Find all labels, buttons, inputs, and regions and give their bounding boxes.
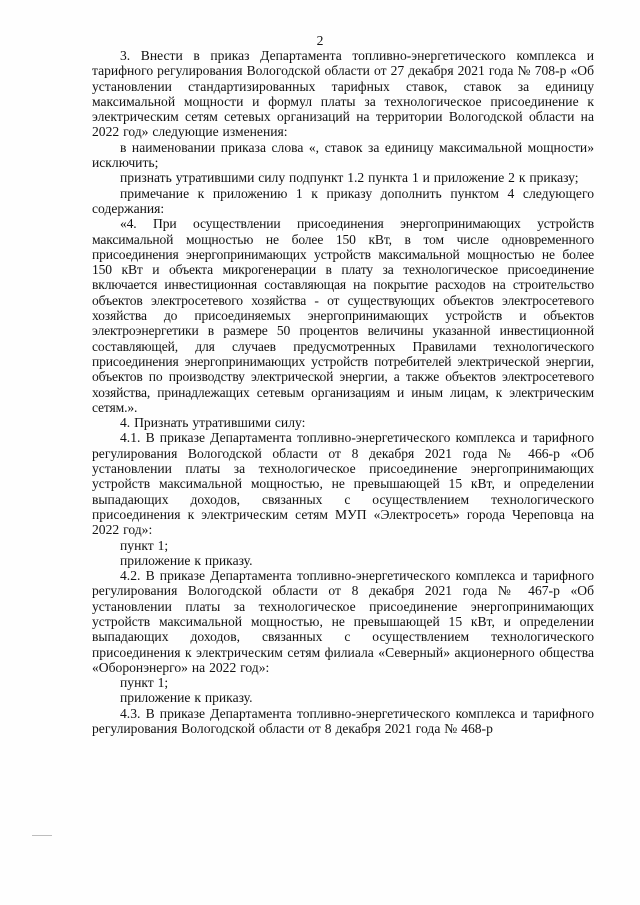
list-item-clause-1: пункт 1;: [120, 675, 169, 691]
list-item-appendix: приложение к приказу.: [120, 690, 253, 706]
paragraph-3-amend-order-708: 3. Внести в приказ Департамента топливно-энергетического комплекса и тарифного регулирования Вологодской области от 27 декабря 2021 года № 708-р «Об установлении стандартизированных тарифных ставок, ставок за единицу максимальной мощности и формул платы за технологическое присоединение к электрическим сетям сетевых организаций на территории Вологодской области на 2022 год» следующие изменения:: [92, 48, 594, 140]
paragraph-4-1-order-466: 4.1. В приказе Департамента топливно-энергетического комплекса и тарифного регулирования Вологодской области от 8 декабря 2021 года № 466-р «Об установлении платы за технологическое присоединение энергопринимающих устройств максимальной мощностью, не превышающей 15 кВт, и определении выпадающих доходов, связанных с осуществлением технологического присоединения к электрическим сетям МУП «Электросеть» города Череповца на 2022 год»:: [92, 430, 594, 538]
paragraph-4-3-order-468: 4.3. В приказе Департамента топливно-энергетического комплекса и тарифного регулирования Вологодской области от 8 декабря 2021 года № 468-р: [92, 705, 594, 737]
scan-artifact: [32, 835, 52, 836]
paragraph-quoted-item-4: «4. При осуществлении присоединения энергопринимающих устройств максимальной мощностью не более 150 кВт, в том числе одновременного присоединения энергопринимающих устройств максимальной мощностью не более 150 кВт и объекта микрогенерации в плату за технологическое присоединение включается инвестиционная составляющая на покрытие расходов на строительство объектов электросетевого хозяйства - от существующих объектов электросетевого хозяйства до присоединяемых энергопринимающих устройств и объектов электроэнергетики в размере 50 процентов величины указанной инвестиционной составляющей, для случаев предусмотренных Правилами технологического присоединения энергопринимающих устройств потребителей электрической энергии, объектов по производству электрической энергии, а также объектов электросетевого хозяйства, принадлежащих сетевым организациям и иным лицам, к электрическим сетям.».: [92, 216, 594, 415]
list-item-clause-1: пункт 1;: [120, 537, 169, 553]
document-body: [92, 48, 594, 736]
paragraph-repeal-subclause: признать утратившими силу подпункт 1.2 пункта 1 и приложение 2 к приказу;: [120, 170, 579, 186]
paragraph-title-change: в наименовании приказа слова «, ставок за единицу максимальной мощности» исключить;: [92, 139, 594, 171]
paragraph-4-2-order-467: 4.2. В приказе Департамента топливно-энергетического комплекса и тарифного регулирования Вологодской области от 8 декабря 2021 года № 467-р «Об установлении платы за технологическое присоединение энергопринимающих устройств максимальной мощностью, не превышающей 15 кВт, и определении выпадающих доходов, связанных с осуществлением технологического присоединения к электрическим сетям филиала «Северный» акционерного общества «Оборонэнерго» на 2022 год»:: [92, 568, 594, 675]
page-number: 2: [316, 33, 324, 48]
paragraph-note-addition: примечание к приложению 1 к приказу дополнить пунктом 4 следующего содержания:: [92, 185, 594, 216]
list-item-appendix: приложение к приказу.: [120, 552, 253, 568]
paragraph-4-repeal: 4. Признать утратившими силу:: [120, 415, 306, 431]
